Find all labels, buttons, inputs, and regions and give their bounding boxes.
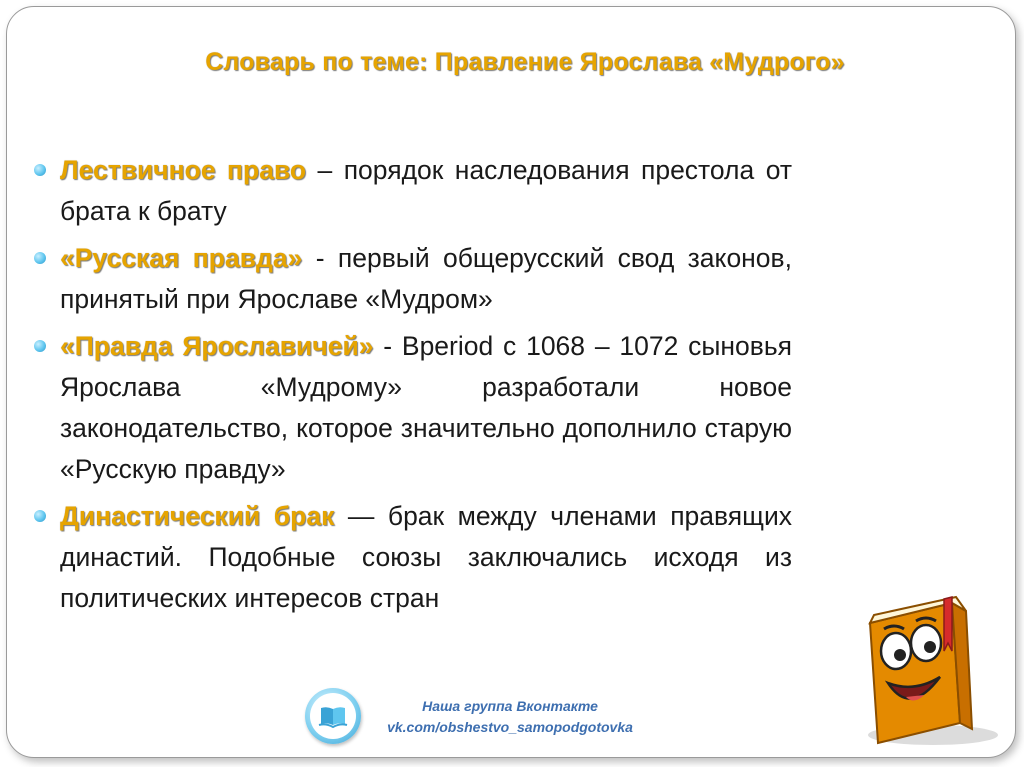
smiling-book-mascot-icon [848,585,1008,755]
definition-list [60,150,792,625]
bullet-icon [34,340,46,352]
definition-text: - Вperiod с 1068 – 1072 сыновья Ярослава «Мудрому» разработали новое законодательство, которое значительно дополнило старую «Русскую правду» [60,331,793,484]
bullet-icon [34,164,46,176]
definition-term: «Русская правда» [60,243,303,273]
definition-term: Лествичное право [60,155,307,185]
footer-group-label: Наша группа Вконтакте [422,698,598,714]
definition-term: «Правда Ярославичей» [60,331,374,361]
bullet-icon [34,510,46,522]
definition-text: – порядок наследования престола от брата к брату [60,155,792,226]
footer-group-link[interactable]: vk.com/obshestvo_samopodgotovka [387,719,633,735]
definition-item [60,496,792,619]
footer-text [370,696,650,738]
book-logo-icon [305,688,361,744]
definition-item [60,326,792,490]
bullet-icon [34,252,46,264]
definition-item [60,150,792,232]
slide-title: Словарь по теме: Правление Ярослава «Мудрого» [205,48,845,76]
definition-text: - первый общерусский свод законов, принятый при Ярославе «Мудром» [60,243,792,314]
definition-term: Династический брак [60,501,335,531]
definition-text: — брак между членами правящих династий. Подобные союзы заключались исходя из политических интересов стран [60,501,793,613]
definition-item [60,238,792,320]
